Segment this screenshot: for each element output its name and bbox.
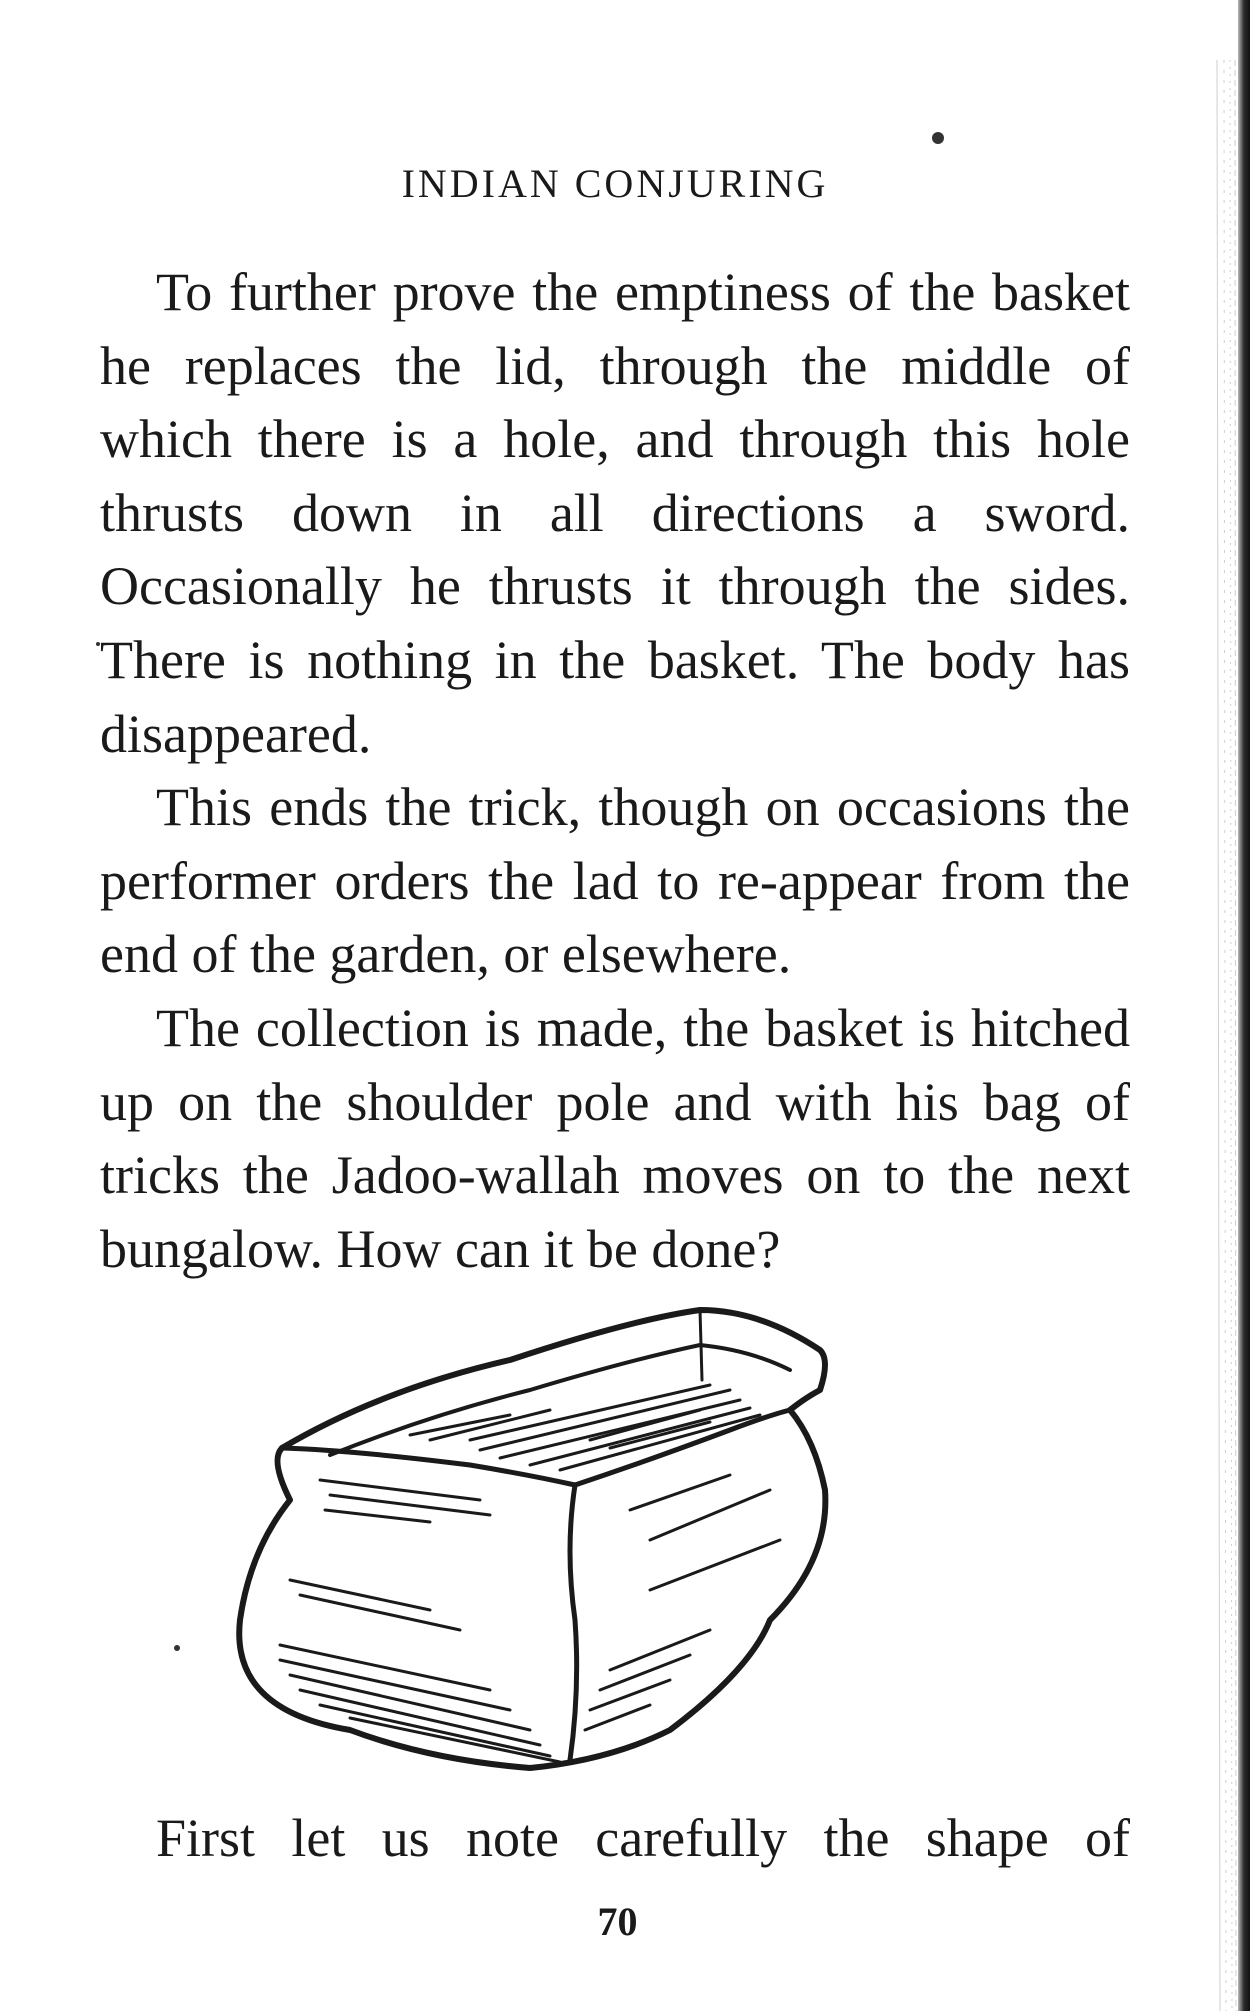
- main-text: [100, 256, 1130, 1286]
- paragraph-3: The collection is made, the basket is hitched up on the shoulder pole and with his bag of tricks the Jadoo-wallah moves on to the next bungalow. How can it be done?: [100, 997, 1130, 1279]
- running-head: INDIAN CONJURING: [401, 161, 829, 206]
- page-edge: [1238, 0, 1250, 2011]
- continuation-text: [100, 1802, 1130, 1876]
- speck: [932, 132, 944, 144]
- speck: [96, 642, 100, 646]
- paragraph-4: First let us note carefully the shape of: [156, 1808, 1130, 1868]
- page-edge-texture: [1212, 60, 1238, 2011]
- basket-illustration-icon: [230, 1290, 1000, 1790]
- page-number: 70: [597, 1899, 638, 1944]
- paragraph-1: To further prove the emptiness of the basket he replaces the lid, through the middle of which there is a hole, and through this hole thrusts down in all directions a sword. Occasionally he thrusts it through the sides. There is nothing in the basket. The body has disappeared.: [100, 262, 1130, 764]
- speck: [174, 1645, 180, 1651]
- paragraph-2: This ends the trick, though on occasions the performer orders the lad to re-appear from the end of the garden, or elsewhere.: [100, 777, 1130, 985]
